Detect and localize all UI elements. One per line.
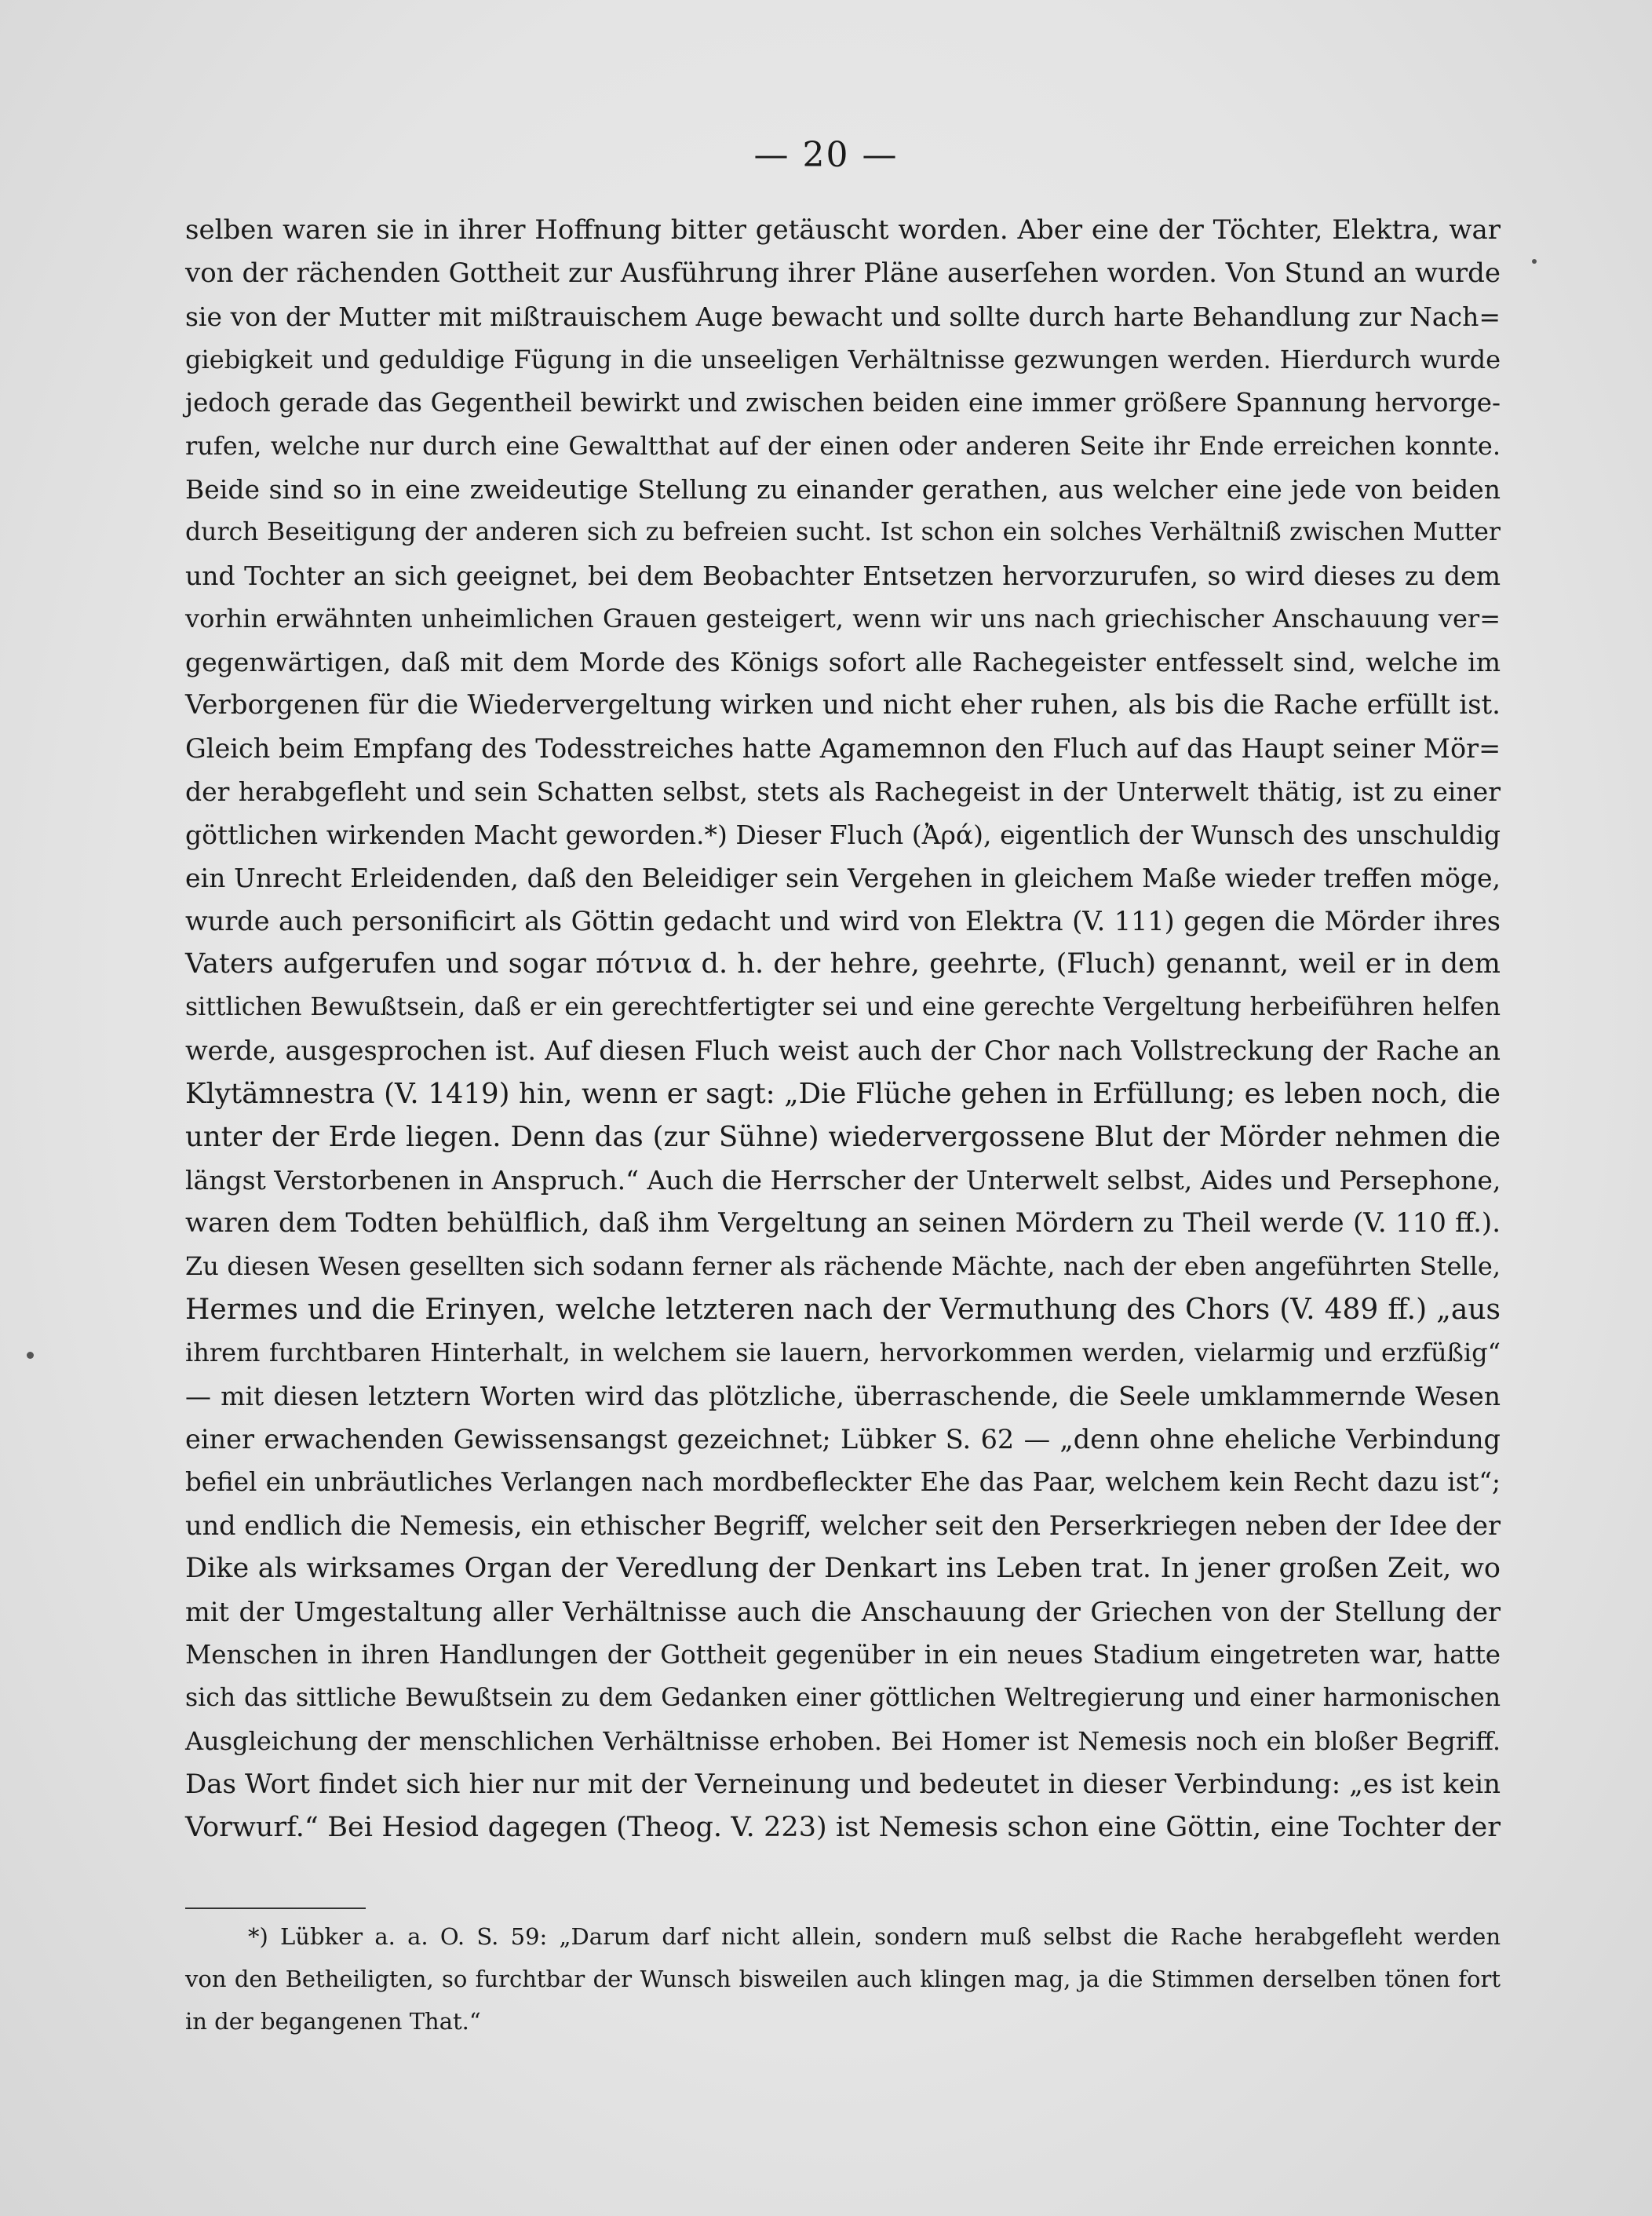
footnote-line: von den Betheiligten, so furchtbar der Wunsch bisweilen auch klingen mag, ja die Stimmen derselben tönen fort [185,1966,1501,1992]
text-line: werde, ausgesprochen ist. Auf diesen Fluch weist auch der Chor nach Vollstreckung der Rache an [185,1035,1501,1066]
text-line: sittlichen Bewußtsein, daß er ein gerechtfertigter sei und eine gerechte Vergeltung herbeiführen helfen [185,993,1501,1021]
text-line: gegenwärtigen, daß mit dem Morde des Königs sofort alle Rachegeister entfesselt sind, welche im [185,647,1501,677]
text-line: selben waren sie in ihrer Hoffnung bitter getäuscht worden. Aber eine der Töchter, Elektra, war [185,214,1501,246]
text-line: wurde auch personificirt als Göttin gedacht und wird von Elektra (V. 111) gegen die Mörder ihres [185,906,1501,936]
text-line: und Tochter an sich geeignet, bei dem Beobachter Entsetzen hervorzurufen, so wird dieses zu dem [185,560,1501,591]
text-line: giebigkeit und geduldige Fügung in die unseeligen Verhältnisse gezwungen werden. Hierdurch wurde [185,345,1501,374]
text-line: Ausgleichung der menschlichen Verhältnisse erhoben. Bei Homer ist Nemesis noch ein bloßer Begriff. [185,1726,1501,1756]
body-text [185,209,1501,1849]
text-line: Zu diesen Wesen gesellten sich sodann ferner als rächende Mächte, nach der eben angeführten Stelle, [185,1251,1501,1281]
text-line: Vorwurf.“ Bei Hesiod dagegen (Theog. V. 223) ist Nemesis schon eine Göttin, eine Tochter der [185,1812,1501,1843]
text-line: Beide sind so in eine zweideutige Stellung zu einander gerathen, aus welcher eine jede von beiden [185,474,1501,505]
ink-speck [1532,259,1537,264]
footnote-line: *) Lübker a. a. O. S. 59: „Darum darf nicht allein, sondern muß selbst die Rache herabgefleht werden [248,1923,1501,1950]
text-line: Gleich beim Empfang des Todesstreiches hatte Agamemnon den Fluch auf das Haupt seiner Mör= [185,733,1501,764]
text-line: Das Wort findet sich hier nur mit der Verneinung und bedeutet in dieser Verbindung: „es ist kein [185,1769,1501,1800]
ink-speck [27,1352,34,1359]
page-number: — 20 — [753,135,899,175]
text-line: rufen, welche nur durch eine Gewaltthat auf der einen oder anderen Seite ihr Ende erreichen konnte. [185,431,1501,461]
footnote-line: in der begangenen That.“ [185,2008,481,2035]
text-line: längst Verstorbenen in Anspruch.“ Auch die Herrscher der Unterwelt selbst, Aides und Persephone, [185,1165,1501,1196]
text-line: Hermes und die Erinyen, welche letzteren nach der Vermuthung des Chors (V. 489 ff.) „aus [185,1294,1501,1326]
text-line: mit der Umgestaltung aller Verhältnisse auch die Anschauung der Griechen von der Stellung der [185,1597,1501,1627]
text-line: einer erwachenden Gewissensangst gezeichnet; Lübker S. 62 — „denn ohne eheliche Verbindung [185,1424,1501,1455]
text-line: von der rächenden Gottheit zur Ausführung ihrer Pläne auserſehen worden. Von Stund an wurde [185,257,1501,289]
text-line: waren dem Todten behülflich, daß ihm Vergeltung an seinen Mördern zu Theil werde (V. 110 ff.). [185,1207,1501,1239]
text-line: ihrem furchtbaren Hinterhalt, in welchem sie lauern, hervorkommen werden, vielarmig und erzfüßig“ [185,1338,1501,1367]
footnotes [185,1915,1501,2043]
text-line: Dike als wirksames Organ der Veredlung der Denkart ins Leben trat. In jener großen Zeit, wo [185,1553,1501,1584]
text-line: und endlich die Nemesis, ein ethischer Begriff, welcher seit den Perserkriegen neben der Idee der [185,1510,1501,1541]
footnote-rule [185,1908,366,1909]
text-line: Klytämnestra (V. 1419) hin, wenn er sagt: „Die Flüche gehen in Erfüllung; es leben noch, die [185,1078,1501,1110]
text-line: Vaters aufgerufen und sogar πότνια d. h. der hehre, geehrte, (Fluch) genannt, weil er in dem [185,948,1501,980]
text-line: vorhin erwähnten unheimlichen Grauen gesteigert, wenn wir uns nach griechischer Anschauung ver= [185,604,1501,633]
text-line: befiel ein unbräutliches Verlangen nach mordbefleckter Ehe das Paar, welchem kein Recht dazu ist“; [185,1467,1501,1497]
text-line: — mit diesen letztern Worten wird das plötzliche, überraschende, die Seele umklammernde Wesen [185,1381,1501,1411]
text-line: unter der Erde liegen. Denn das (zur Sühne) wiedervergossene Blut der Mörder nehmen die [185,1121,1501,1153]
text-line: Verborgenen für die Wiedervergeltung wirken und nicht eher ruhen, als bis die Rache erfüllt ist. [185,689,1501,721]
text-line: sie von der Mutter mit mißtrauischem Auge bewacht und sollte durch harte Behandlung zur Nach= [185,301,1501,332]
text-line: ein Unrecht Erleidenden, daß den Beleidiger sein Vergehen in gleichem Maße wieder treffen möge, [185,863,1501,893]
text-line: göttlichen wirkenden Macht geworden.*) Dieser Fluch (Ἀρά), eigentlich der Wunsch des unschuldig [185,820,1501,850]
text-line: jedoch gerade das Gegentheil bewirkt und zwischen beiden eine immer größere Spannung hervorge- [185,388,1501,418]
text-line: der herabgefleht und sein Schatten selbst, stets als Rachegeist in der Unterwelt thätig, ist zu einer [185,776,1501,807]
text-line: Menschen in ihren Handlungen der Gottheit gegenüber in ein neues Stadium eingetreten war, hatte [185,1640,1501,1670]
text-line: sich das sittliche Bewußtsein zu dem Gedanken einer göttlichen Weltregierung und einer harmonischen [185,1684,1501,1712]
text-line: durch Beseitigung der anderen sich zu befreien sucht. Ist schon ein solches Verhältniß zwischen Mutter [185,518,1501,546]
